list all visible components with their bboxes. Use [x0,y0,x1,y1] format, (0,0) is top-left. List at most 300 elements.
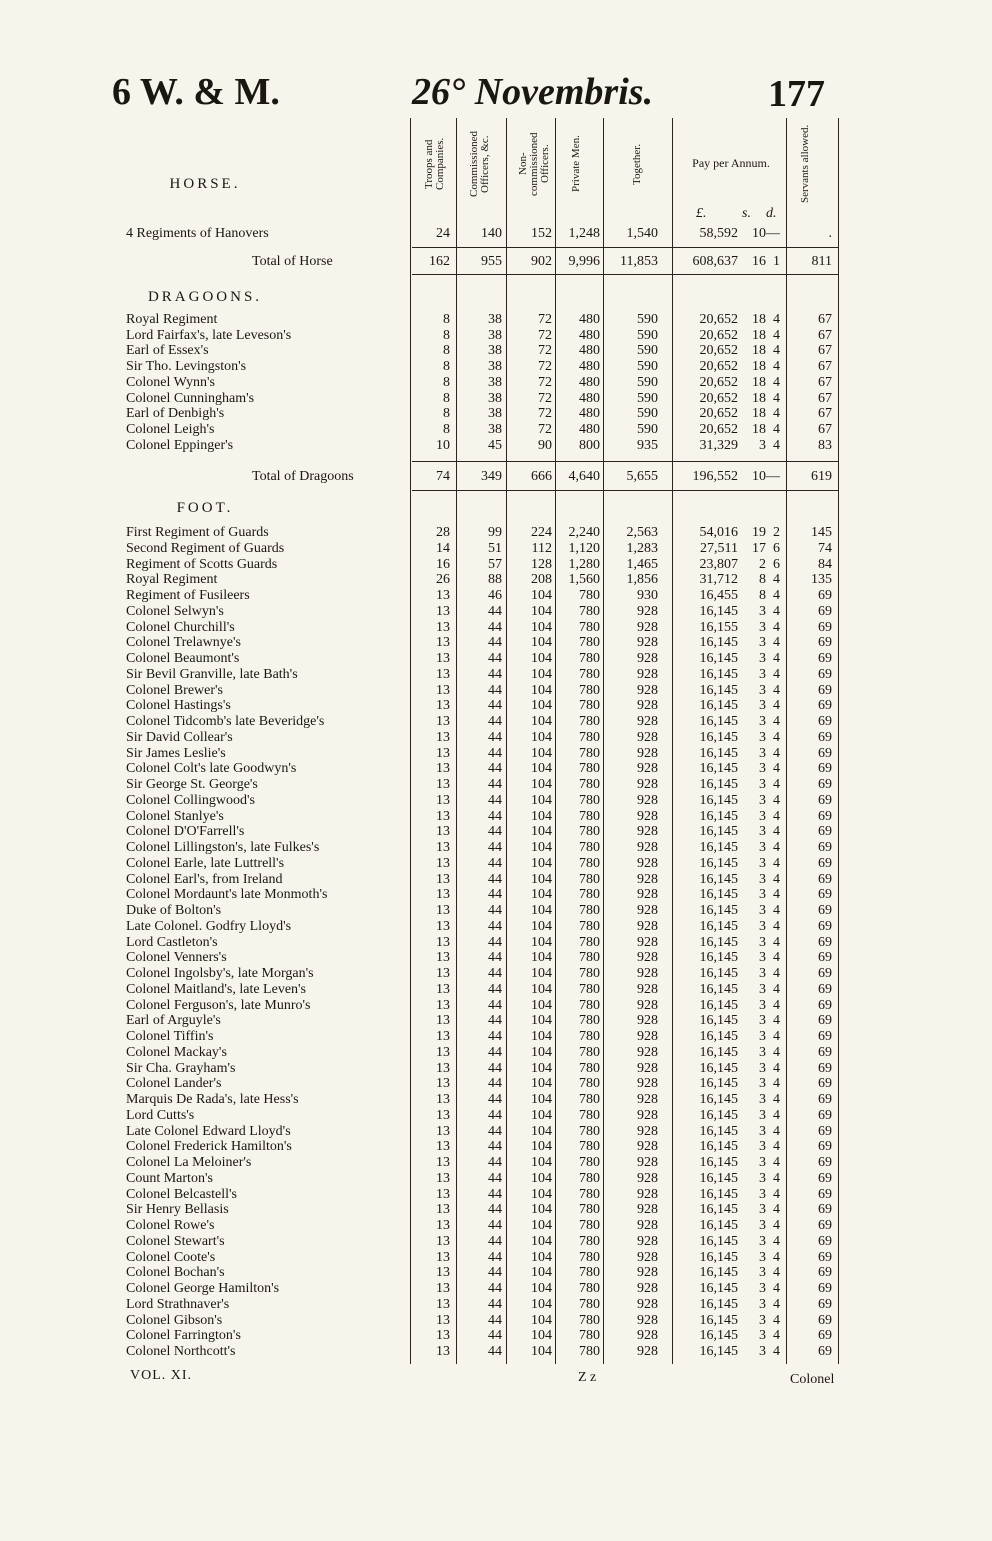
table-row [0,950,992,966]
table-row [0,683,992,699]
row-cell: 104 [531,1170,552,1186]
row-cell: 780 [579,1139,600,1155]
row-cell: 69 [818,1092,832,1107]
row-label: Colonel Tiffin's [126,1029,214,1044]
row-cell: 4 [773,1281,780,1296]
row-cell: 590 [637,327,658,343]
row-cell: 780 [579,1123,600,1139]
row-label: Colonel Farrington's [126,1328,241,1344]
row-cell: 67 [818,390,832,406]
table-row [0,422,992,438]
row-cell: 67 [818,343,832,359]
row-cell: 3 [759,934,766,950]
row-cell: 480 [579,359,600,375]
row-cell: 928 [637,903,658,918]
row-label: Colonel Selwyn's [126,603,224,619]
row-cell: 13 [436,1344,450,1359]
row-cell: 3 [759,1076,766,1092]
row-label: Count Marton's [126,1170,213,1186]
row-cell: 4 [773,1344,780,1359]
row-cell: 928 [637,651,658,666]
row-cell: 13 [436,950,450,966]
row-cell: 3 [759,1092,766,1107]
row-cell: 4 [773,588,780,603]
row-cell: 780 [579,1344,600,1359]
row-label: Colonel Lillingston's, late Fulkes's [126,840,320,855]
table-row [0,903,992,919]
row-cell: 780 [579,682,600,698]
row-cell: 69 [818,1029,832,1044]
row-cell: 44 [488,1044,502,1060]
row-cell: 24 [436,226,450,241]
row-cell: 16,145 [699,714,738,729]
row-cell: 16,145 [699,792,738,808]
row-cell: 4 [773,824,780,840]
row-cell: 13 [436,792,450,808]
row-cell: 928 [637,792,658,808]
row-cell: 104 [531,1107,552,1123]
row-cell: 104 [531,666,552,682]
row-cell: 18 [752,421,766,437]
col-header-pay: Pay per Annum. [692,156,770,170]
row-cell: 4 [773,1249,780,1265]
row-label: Colonel Northcott's [126,1344,236,1359]
row-cell: 2 [773,525,780,540]
row-cell: 780 [579,698,600,714]
row-cell: 928 [637,887,658,903]
row-label: Colonel Lander's [126,1076,222,1092]
table-row [0,1344,992,1360]
row-cell: 480 [579,390,600,406]
row-cell: 104 [531,714,552,729]
header-left: 6 W. & M. [112,71,280,113]
row-cell: 4 [773,437,780,453]
row-cell: 69 [818,698,832,714]
rule [412,461,838,462]
row-label: Colonel Leigh's [126,421,215,437]
row-cell: 69 [818,1344,832,1359]
row-cell: 16,155 [699,619,738,635]
row-cell: 69 [818,934,832,950]
row-cell: 16,145 [699,666,738,682]
row-cell: 13 [436,1312,450,1328]
row-cell: 928 [637,997,658,1013]
row-cell: 780 [579,1076,600,1092]
row-cell: 928 [637,1076,658,1092]
row-label: Total of Dragoons [252,469,354,484]
row-cell: 44 [488,666,502,682]
row-cell: 128 [531,556,552,572]
row-cell: 13 [436,887,450,903]
row-cell: 4 [773,950,780,966]
row-cell: 13 [436,1092,450,1107]
row-label: Lord Castleton's [126,934,218,950]
row-cell: 928 [637,777,658,792]
shillings-unit: s. [742,206,751,221]
row-cell: 4 [773,1123,780,1139]
table-row [0,312,992,328]
row-cell: 928 [637,714,658,729]
row-cell: 44 [488,1029,502,1044]
row-cell: 67 [818,359,832,375]
row-cell: 16,145 [699,981,738,997]
row-cell: 4 [773,1092,780,1107]
row-cell: 16,145 [699,1060,738,1076]
row-cell: 104 [531,1060,552,1076]
row-cell: 18 [752,312,766,327]
row-cell: 13 [436,666,450,682]
row-cell: 8 [759,588,766,603]
row-cell: 26 [436,572,450,588]
row-cell: 4 [773,619,780,635]
row-cell: 51 [488,540,502,556]
row-cell: 31,712 [699,572,738,588]
row-cell: 928 [637,1186,658,1202]
row-cell: 4 [773,374,780,390]
table-row [0,604,992,620]
row-cell: 780 [579,729,600,745]
row-cell: 38 [488,406,502,422]
row-cell: 10 [752,226,766,241]
row-cell: 69 [818,1249,832,1265]
rule [412,490,838,491]
row-cell: 780 [579,761,600,777]
row-cell: — [766,226,780,241]
row-cell: 69 [818,1139,832,1155]
volume-mark: VOL. XI. [130,1368,193,1383]
row-cell: 4 [773,761,780,777]
row-cell: 780 [579,1029,600,1044]
row-cell: 928 [637,1092,658,1107]
row-cell: 13 [436,1186,450,1202]
row-cell: 1,540 [626,226,658,241]
row-cell: 69 [818,745,832,761]
row-cell: 13 [436,1013,450,1029]
row-cell: 780 [579,824,600,840]
row-cell: 3 [759,666,766,682]
row-label: Colonel Collingwood's [126,792,255,808]
row-cell: 928 [637,1044,658,1060]
row-cell: 104 [531,1044,552,1060]
row-cell: 16,145 [699,840,738,855]
row-cell: 69 [818,855,832,871]
row-cell: 928 [637,1218,658,1233]
row-cell: 780 [579,1013,600,1029]
table-row [0,1108,992,1124]
row-label: Colonel Brewer's [126,682,224,698]
rule [412,274,838,275]
row-cell: 67 [818,406,832,422]
row-cell: 16,145 [699,966,738,981]
table-row [0,746,992,762]
row-cell: 13 [436,1281,450,1296]
row-cell: 4 [773,714,780,729]
row-cell: 145 [811,525,832,540]
table-row [0,998,992,1014]
row-label: Colonel George Hamilton's [126,1281,280,1296]
row-cell: 44 [488,1233,502,1249]
row-cell: 3 [759,1170,766,1186]
row-cell: 44 [488,934,502,950]
row-cell: 8 [443,421,450,437]
row-cell: 3 [759,950,766,966]
row-cell: 44 [488,745,502,761]
row-cell: 16,455 [699,588,738,603]
row-cell: 3 [759,1123,766,1139]
row-cell: 928 [637,918,658,934]
table-row [0,1045,992,1061]
row-cell: 2 [759,556,766,572]
row-cell: 16,145 [699,1123,738,1139]
row-cell: 13 [436,855,450,871]
row-cell: 928 [637,855,658,871]
row-cell: 69 [818,1076,832,1092]
row-cell: 1,248 [568,226,600,241]
row-cell: 13 [436,635,450,651]
row-cell: 69 [818,761,832,777]
row-cell: 780 [579,1202,600,1218]
row-cell: 20,652 [699,390,738,406]
row-cell: 928 [637,698,658,714]
row-cell: 20,652 [699,312,738,327]
table-row [0,714,992,730]
row-label: Second Regiment of Guards [126,540,285,556]
row-cell: 69 [818,887,832,903]
row-label: Colonel Churchill's [126,619,235,635]
row-cell: 10 [752,469,766,484]
row-cell: 780 [579,603,600,619]
row-cell: 13 [436,824,450,840]
row-cell: 69 [818,824,832,840]
row-cell: 4 [773,682,780,698]
row-cell: 31,329 [699,437,738,453]
row-label: Colonel Belcastell's [126,1186,238,1202]
table-row [0,635,992,651]
row-cell: 44 [488,1076,502,1092]
row-cell: 44 [488,1155,502,1170]
row-cell: 74 [818,540,832,556]
row-cell: 69 [818,918,832,934]
row-cell: 6 [773,540,780,556]
row-cell: 16,145 [699,887,738,903]
row-cell: 16,145 [699,1076,738,1092]
row-cell: 935 [637,437,658,453]
row-cell: 4 [773,871,780,887]
row-cell: 28 [436,525,450,540]
row-cell: 44 [488,761,502,777]
row-label: Colonel D'O'Farrell's [126,824,245,840]
row-cell: 4 [773,1013,780,1029]
row-cell: 104 [531,635,552,651]
row-cell: 4 [773,1155,780,1170]
row-cell: 8 [443,374,450,390]
row-cell: 590 [637,390,658,406]
row-label: Colonel Tidcomb's late Beveridge's [126,714,325,729]
table-row [0,730,992,746]
row-cell: 3 [759,1281,766,1296]
row-cell: 18 [752,390,766,406]
row-cell: 44 [488,1344,502,1359]
row-label: Late Colonel. Godfry Lloyd's [126,918,292,934]
row-label: Colonel Mordaunt's late Monmoth's [126,887,328,903]
row-cell: 13 [436,808,450,824]
row-cell: 780 [579,1170,600,1186]
row-cell: 20,652 [699,359,738,375]
row-label: Colonel Frederick Hamilton's [126,1139,292,1155]
row-cell: 4,640 [568,469,600,484]
row-cell: 44 [488,651,502,666]
row-cell: 44 [488,1296,502,1312]
row-cell: 44 [488,824,502,840]
row-cell: 44 [488,1281,502,1296]
row-cell: 104 [531,981,552,997]
row-cell: 780 [579,1155,600,1170]
row-cell: 3 [759,997,766,1013]
row-cell: 152 [531,226,552,241]
row-cell: 928 [637,808,658,824]
row-cell: 3 [759,651,766,666]
row-cell: 928 [637,1265,658,1281]
row-cell: 104 [531,1249,552,1265]
row-cell: 38 [488,343,502,359]
row-cell: 13 [436,1107,450,1123]
row-cell: 928 [637,619,658,635]
row-cell: 13 [436,903,450,918]
row-cell: 140 [481,226,502,241]
row-cell: 16,145 [699,761,738,777]
row-cell: 928 [637,1013,658,1029]
row-cell: 13 [436,619,450,635]
row-cell: 590 [637,359,658,375]
row-cell: 16,145 [699,1139,738,1155]
row-cell: 4 [773,887,780,903]
row-cell: 44 [488,887,502,903]
row-cell: 16,145 [699,1044,738,1060]
row-cell: 3 [759,903,766,918]
row-cell: 38 [488,359,502,375]
signature-mark: Z z [578,1370,597,1385]
row-cell: 4 [773,981,780,997]
row-cell: 67 [818,312,832,327]
row-cell: 928 [637,934,658,950]
row-cell: 780 [579,981,600,997]
row-cell: 16,145 [699,651,738,666]
row-cell: 928 [637,1233,658,1249]
row-cell: 38 [488,390,502,406]
row-cell: 928 [637,1281,658,1296]
row-cell: 3 [759,808,766,824]
row-cell: 4 [773,1328,780,1344]
table-row [0,887,992,903]
row-cell: 4 [773,327,780,343]
row-cell: 4 [773,406,780,422]
row-label: Colonel Eppinger's [126,437,234,453]
row-cell: 104 [531,808,552,824]
table-row [0,1171,992,1187]
table-row [0,919,992,935]
row-cell: 88 [488,572,502,588]
row-label: Sir Tho. Levingston's [126,359,247,375]
row-cell: 780 [579,966,600,981]
table-row [0,935,992,951]
row-cell: 67 [818,374,832,390]
table-row [0,226,992,242]
row-label: Colonel Trelawnye's [126,635,241,651]
row-cell: 69 [818,1312,832,1328]
row-cell: 4 [773,698,780,714]
table-row [0,1202,992,1218]
row-cell: 4 [773,572,780,588]
table-row [0,1092,992,1108]
row-cell: 104 [531,1281,552,1296]
row-cell: 104 [531,1123,552,1139]
row-cell: 608,637 [692,254,738,269]
row-cell: 480 [579,327,600,343]
row-cell: 16,145 [699,934,738,950]
row-label: Colonel Bochan's [126,1265,225,1281]
row-cell: 928 [637,745,658,761]
row-cell: 8 [759,572,766,588]
row-cell: 928 [637,950,658,966]
row-cell: 811 [811,254,832,269]
table-row [0,872,992,888]
row-cell: 928 [637,1170,658,1186]
row-cell: 19 [752,525,766,540]
row-cell: 928 [637,1344,658,1359]
row-cell: 44 [488,981,502,997]
row-label: Sir James Leslie's [126,745,226,761]
row-cell: 780 [579,1249,600,1265]
row-cell: 13 [436,1155,450,1170]
row-cell: 5,655 [626,469,658,484]
row-cell: 13 [436,1265,450,1281]
section-title-foot: FOOT. [176,500,234,516]
row-cell: 16,145 [699,1218,738,1233]
row-cell: 104 [531,934,552,950]
row-cell: 2,240 [568,525,600,540]
row-cell: 928 [637,635,658,651]
row-cell: 69 [818,997,832,1013]
row-cell: 13 [436,1060,450,1076]
row-cell: 18 [752,374,766,390]
row-label: Colonel Gibson's [126,1312,223,1328]
row-cell: 69 [818,635,832,651]
total-row [0,469,992,485]
row-cell: 4 [773,1186,780,1202]
row-cell: 44 [488,918,502,934]
table-row [0,840,992,856]
row-label: Lord Strathnaver's [126,1296,230,1312]
row-cell: 3 [759,635,766,651]
row-cell: 928 [637,1202,658,1218]
row-cell: 104 [531,682,552,698]
row-label: Colonel Ferguson's, late Munro's [126,997,311,1013]
row-cell: 13 [436,1218,450,1233]
table-row [0,982,992,998]
row-cell: 13 [436,997,450,1013]
row-cell: 480 [579,343,600,359]
row-cell: 928 [637,1312,658,1328]
table-row [0,1234,992,1250]
row-cell: 928 [637,824,658,840]
row-cell: 928 [637,1155,658,1170]
row-cell: 14 [436,540,450,556]
row-cell: 780 [579,651,600,666]
row-cell: 4 [773,745,780,761]
row-cell: 3 [759,871,766,887]
row-cell: 20,652 [699,327,738,343]
row-cell: 44 [488,1312,502,1328]
